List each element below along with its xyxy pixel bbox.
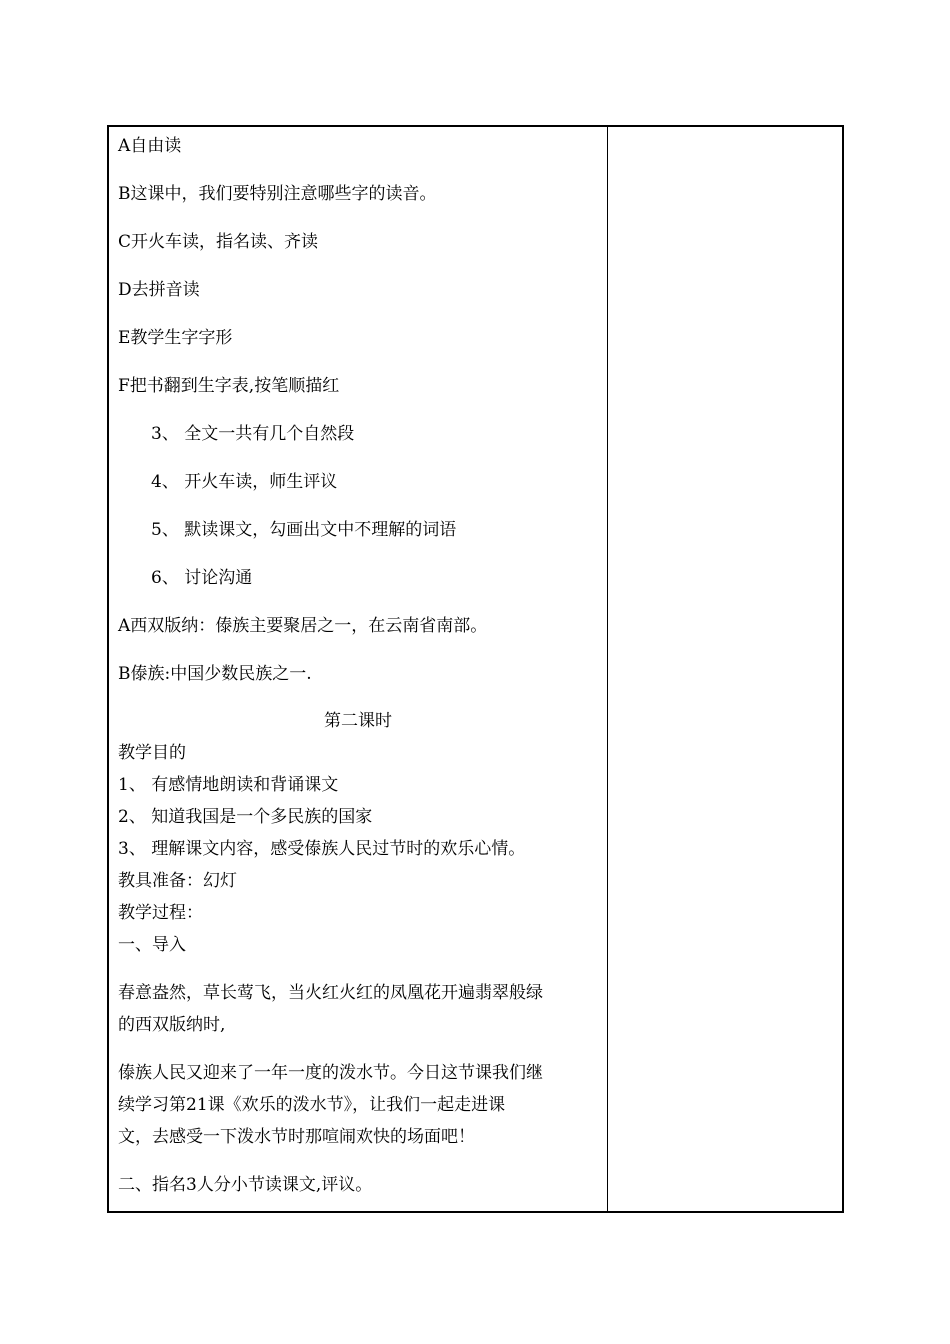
intro-paragraph-line-2: 的西双版纳时, [118, 1015, 226, 1035]
step-free-reading: A自由读 [118, 136, 182, 156]
intro-paragraph-line-1: 春意盎然，草长莺飞，当火红火红的凤凰花开遍翡翠般绿 [118, 983, 543, 1003]
note-xishuangbanna: A西双版纳：傣族主要聚居之一，在云南省南部。 [118, 616, 488, 636]
section-title-second-lesson: 第二课时 [324, 711, 392, 731]
step-stroke-order: F把书翻到生字表,按笔顺描红 [118, 376, 340, 396]
teaching-aids: 教具准备：幻灯 [118, 871, 237, 891]
numbered-item-4: 4、 开火车读，师生评议 [151, 472, 338, 492]
step-train-reading: C开火车读，指名读、齐读 [118, 232, 319, 252]
step-two-reading: 二、指名3人分小节读课文,评议。 [118, 1175, 373, 1195]
step-no-pinyin: D去拼音读 [118, 280, 200, 300]
numbered-item-6: 6、 讨论沟通 [151, 568, 253, 588]
lesson-plan-table [107, 125, 844, 1213]
intro-paragraph-2-line-1: 傣族人民又迎来了一年一度的泼水节。今日这节课我们继 [118, 1063, 543, 1083]
goal-item-3: 3、 理解课文内容，感受傣族人民过节时的欢乐心情。 [118, 839, 526, 859]
step-pronunciation: B这课中，我们要特别注意哪些字的读音。 [118, 184, 437, 204]
intro-heading: 一、导入 [118, 935, 186, 955]
lesson-content-cell [109, 127, 607, 1211]
intro-paragraph-2-line-3: 文，去感受一下泼水节时那喧闹欢快的场面吧！ [118, 1127, 475, 1147]
step-character-shape: E教学生字字形 [118, 328, 233, 348]
numbered-item-5: 5、 默读课文，勾画出文中不理解的词语 [151, 520, 457, 540]
note-dai-people: B傣族:中国少数民族之一. [118, 664, 312, 684]
notes-cell [608, 127, 842, 1211]
teaching-goals-heading: 教学目的 [118, 743, 186, 763]
goal-item-1: 1、 有感情地朗读和背诵课文 [118, 775, 339, 795]
intro-paragraph-2-line-2: 续学习第21课《欢乐的泼水节》，让我们一起走进课 [118, 1095, 506, 1115]
numbered-item-3: 3、 全文一共有几个自然段 [151, 424, 355, 444]
teaching-process-heading: 教学过程： [118, 903, 203, 923]
goal-item-2: 2、 知道我国是一个多民族的国家 [118, 807, 373, 827]
